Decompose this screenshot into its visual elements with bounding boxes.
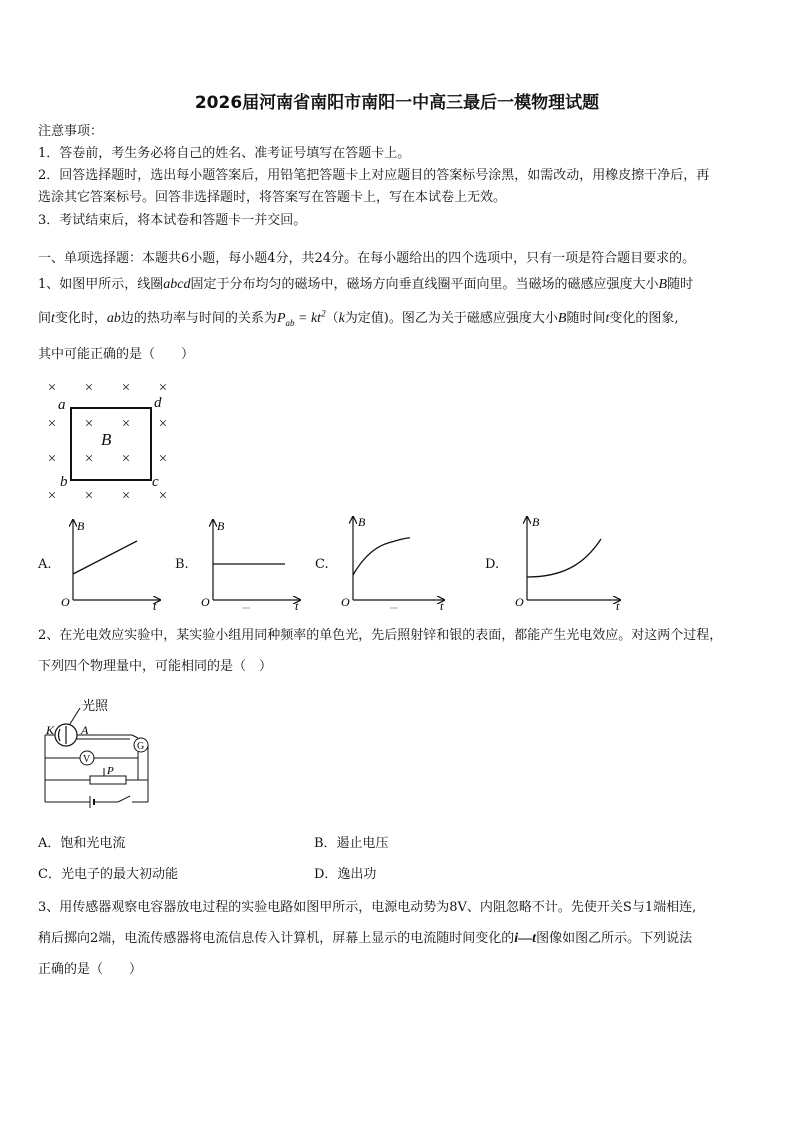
graph-A-curve (73, 541, 137, 574)
cross-mark: × (158, 488, 168, 504)
svg-text:t: t (295, 599, 299, 612)
q2-option-A[interactable]: A．饱和光电流 (38, 836, 126, 851)
cross-mark: × (121, 451, 131, 467)
heat-power-formula: $P_{ab} = kt^2$ (276, 308, 326, 328)
cross-mark: × (84, 488, 94, 504)
corner-a: a (58, 397, 66, 413)
corner-b: b (60, 474, 68, 490)
svg-text:K: K (46, 723, 55, 737)
cross-mark: × (121, 416, 131, 432)
page-title: 2026届河南省南阳市南阳一中高三最后一模物理试题 (194, 93, 600, 113)
cross-mark: × (47, 488, 57, 504)
svg-text:O: O (515, 595, 524, 609)
svg-text:光照: 光照 (82, 698, 109, 713)
svg-text:O: O (201, 595, 210, 609)
q3-line-2: 稍后掷向2端，电流传感器将电流信息传入计算机，屏幕上显示的电流随时间变化的i—t图像如图乙所示。下列说法 (38, 931, 693, 946)
q1-option-D-label[interactable]: D. (485, 557, 500, 572)
svg-text:t: t (153, 599, 157, 612)
svg-text:A: A (81, 723, 89, 737)
svg-text:O: O (61, 595, 70, 609)
coil-field-figure (40, 374, 180, 504)
notice-item-3: 3．考试结束后，将本试卷和答题卡一并交回。 (38, 213, 307, 228)
q1-option-C-label[interactable]: C. (315, 557, 329, 572)
q2-line-1: 2、在光电效应实验中，某实验小组用同种频率的单色光，先后照射锌和银的表面，都能产生光电效应。对这两个过程， (38, 628, 723, 643)
notice-heading: 注意事项： (38, 124, 104, 139)
cross-mark: × (47, 416, 57, 432)
notice-item-2-cont: 选涂其它答案标号。回答非选择题时，将答案写在答题卡上，写在本试卷上无效。 (38, 190, 507, 205)
corner-c: c (152, 474, 159, 490)
graph-A[interactable] (58, 516, 168, 612)
cross-mark: × (84, 451, 94, 467)
q2-line-2: 下列四个物理量中，可能相同的是（ ） (38, 659, 273, 674)
cross-mark: × (47, 380, 57, 396)
graph-D-curve (527, 539, 601, 577)
corner-d: d (154, 395, 162, 411)
svg-text:G: G (137, 741, 145, 752)
graph-B[interactable] (198, 516, 310, 612)
svg-text:t: t (616, 599, 620, 613)
field-label-B: B (101, 430, 112, 449)
rheostat (90, 776, 126, 784)
notice-item-1: 1．答卷前，考生务必将自己的姓名、准考证号填写在答题卡上。 (38, 146, 411, 161)
cross-mark: × (121, 488, 131, 504)
cross-mark: × (47, 451, 57, 467)
q2-option-B[interactable]: B．遏止电压 (314, 836, 389, 851)
svg-text:t: t (440, 599, 444, 613)
svg-text:B: B (358, 515, 366, 529)
switch (118, 796, 130, 802)
q1-option-A-label[interactable]: A. (38, 557, 52, 572)
q1-option-B-label[interactable]: B. (175, 557, 189, 572)
svg-text:B: B (77, 519, 85, 533)
cross-mark: × (158, 416, 168, 432)
q3-line-3: 正确的是（ ） (38, 962, 143, 977)
q3-line-1: 3、用传感器观察电容器放电过程的实验电路如图甲所示，电源电动势为8V、内阻忽略不计。先使开关S与1端相连, (38, 900, 697, 915)
svg-text:B: B (532, 515, 540, 529)
cross-mark: × (158, 380, 168, 396)
svg-text:V: V (83, 754, 91, 765)
notice-item-2: 2．回答选择题时，选出每小题答案后，用铅笔把答题卡上对应题目的答案标号涂黑，如需改动，用橡皮擦干净后，再 (38, 168, 710, 183)
q2-option-C[interactable]: C．光电子的最大初动能 (38, 867, 178, 882)
photoelectric-circuit (40, 692, 160, 808)
q1-line-2: 间t变化时，ab边的热功率与时间的关系为$P_{ab} = kt^2(k$为定值)。图乙为关于磁感应强度大小B随时间t变化的图象, (38, 308, 679, 328)
graph-D[interactable] (512, 513, 628, 613)
svg-text:O: O (341, 595, 350, 609)
q1-line-1: 1、如图甲所示，线圈abcd固定于分布均匀的磁场中，磁场方向垂直线圈平面向里。当磁场的磁感应强度大小B随时 (38, 277, 694, 292)
graph-C[interactable] (338, 513, 454, 613)
svg-text:B: B (217, 519, 225, 533)
cross-mark: × (84, 380, 94, 396)
cross-mark: × (84, 416, 94, 432)
cross-mark: × (158, 451, 168, 467)
q1-line-3: 其中可能正确的是（ ） (38, 347, 195, 362)
cross-mark: × (121, 380, 131, 396)
graph-C-curve (353, 538, 410, 575)
q2-option-D[interactable]: D．逸出功 (314, 867, 377, 882)
svg-text:P: P (107, 765, 114, 777)
section-1-heading: 一、单项选择题：本题共6小题，每小题4分，共24分。在每小题给出的四个选项中，只有一项是符合题目要求的。 (38, 251, 696, 266)
